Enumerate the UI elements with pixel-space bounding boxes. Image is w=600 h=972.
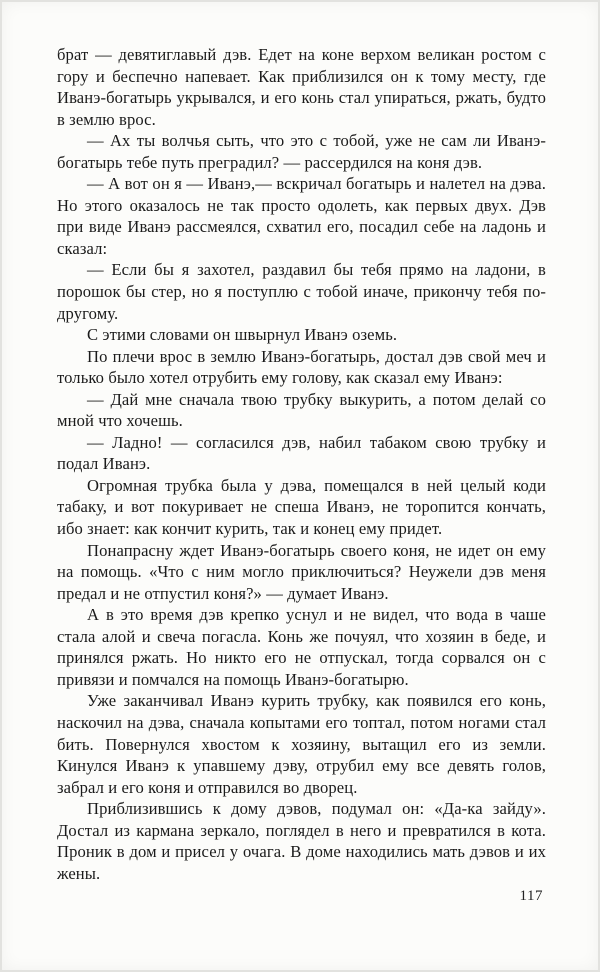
paragraph: А в это время дэв крепко уснул и не видел, что вода в чаше стала алой и свеча погасла. Конь же почуял, что хозяин в беде, и принялся ржать. Но никто его не отпускал, тогда сорвался он с привязи и помчался на помощь Иванэ-богатырю.	[57, 605, 546, 689]
paragraph: — Дай мне сначала твою трубку выкурить, а потом делай со мной что хочешь.	[57, 389, 546, 431]
paragraph: По плечи врос в землю Иванэ-богатырь, достал дэв свой меч и только было хотел отрубить ему голову, как сказал ему Иванэ:	[57, 346, 546, 388]
page-number: 117	[519, 888, 543, 904]
paragraph: — Ладно! — согласился дэв, набил табаком свою трубку и подал Иванэ.	[57, 432, 546, 474]
paragraph: — Если бы я захотел, раздавил бы тебя прямо на ладони, в порошок бы стер, но я поступлю с тобой иначе, прикончу тебя по-другому.	[57, 260, 546, 323]
paragraph: Приблизившись к дому дэвов, подумал он: «Да-ка зайду». Достал из кармана зеркало, поглядел в него и превратился в кота. Проник в дом и присел у очага. В доме находились мать дэвов и их жены.	[57, 799, 546, 883]
paragraph: Понапрасну ждет Иванэ-богатырь своего коня, не идет он ему на помощь. «Что с ним могло приключиться? Неужели дэв меня предал и не отпустил коня?» — думает Иванэ.	[57, 540, 546, 603]
paragraph: — Ах ты волчья сыть, что это с тобой, уже не сам ли Иванэ-богатырь тебе путь преградил? — рассердился на коня дэв.	[57, 131, 546, 172]
paragraph: Огромная трубка была у дэва, помещался в ней целый коди табаку, и вот покуривает не спеша Иванэ, не торопится кончать, ибо знает: как кончит курить, так и конец ему придет.	[57, 475, 546, 539]
paragraph: Уже заканчивал Иванэ курить трубку, как появился его конь, наскочил на дэва, сначала копытами его топтал, потом ногами стал бить. Повернулся хвостом к хозяину, вытащил его из земли. Кинулся Иванэ к упавшему дэву, отрубил ему все девять голов, забрал и его коня и отправился во дворец.	[57, 691, 546, 797]
paragraph: — А вот он я — Иванэ,— вскричал богатырь и налетел на дэва. Но этого оказалось не так просто одолеть, как первых двух. Дэв при виде Иванэ рассмеялся, схватил его, посадил себе на ладонь и сказал:	[57, 174, 546, 258]
paragraph: С этими словами он швырнул Иванэ оземь.	[87, 325, 398, 345]
page-text	[57, 44, 546, 884]
paragraph: брат — девятиглавый дэв. Едет на коне верхом великан ростом с гору и беспечно напевает. Как приблизился он к тому месту, где Иванэ-богатырь укрывался, и его конь стал упираться, ржать, будто в землю врос.	[57, 45, 546, 129]
